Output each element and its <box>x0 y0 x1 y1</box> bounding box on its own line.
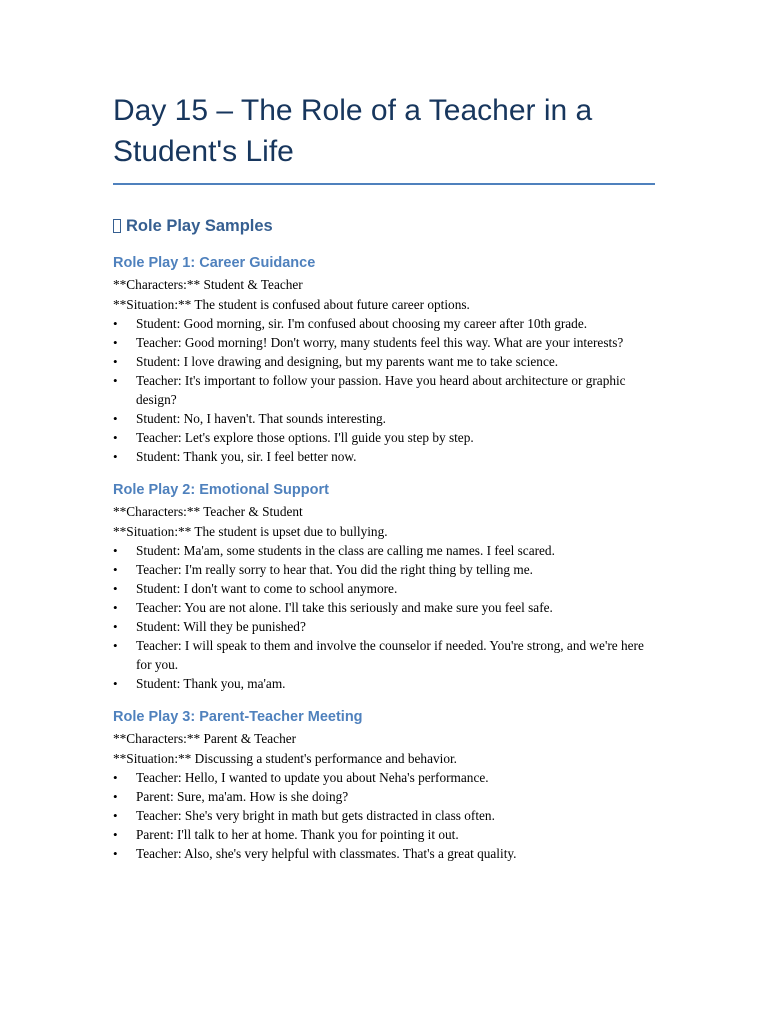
dialogue-text: Teacher: I will speak to them and involve the counselor if needed. You're strong, and we're here for you. <box>136 638 644 672</box>
bullet-icon: • <box>113 316 118 331</box>
role-play-1-characters: **Characters:** Student & Teacher <box>113 277 303 292</box>
bullet-icon: • <box>113 789 118 804</box>
section-heading <box>113 215 655 237</box>
dialogue-text: Teacher: Let's explore those options. I'll guide you step by step. <box>136 430 474 445</box>
dialogue-line <box>113 636 655 674</box>
dialogue-text: Teacher: I'm really sorry to hear that. You did the right thing by telling me. <box>136 562 533 577</box>
dialogue-text: Student: Good morning, sir. I'm confused about choosing my career after 10th grade. <box>136 316 588 331</box>
document-page <box>113 90 655 863</box>
dialogue-text: Teacher: You are not alone. I'll take this seriously and make sure you feel safe. <box>136 600 553 615</box>
dialogue-line <box>113 598 655 617</box>
dialogue-text: Parent: Sure, ma'am. How is she doing? <box>136 789 349 804</box>
dialogue-text: Teacher: Also, she's very helpful with classmates. That's a great quality. <box>136 846 517 861</box>
bullet-icon: • <box>113 676 118 691</box>
dialogue-text: Teacher: It's important to follow your passion. Have you heard about architecture or graphic design? <box>136 373 626 407</box>
dialogue-text: Student: Ma'am, some students in the class are calling me names. I feel scared. <box>136 543 555 558</box>
role-play-3-heading: Role Play 3: Parent-Teacher Meeting <box>113 709 363 725</box>
dialogue-line <box>113 352 655 371</box>
dialogue-line <box>113 560 655 579</box>
role-play-3-characters: **Characters:** Parent & Teacher <box>113 731 297 746</box>
dialogue-text: Student: Thank you, sir. I feel better now. <box>136 449 357 464</box>
dialogue-text: Student: I don't want to come to school anymore. <box>136 581 398 596</box>
dialogue-line <box>113 541 655 560</box>
page-title: Day 15 – The Role of a Teacher in a Student's Life <box>113 94 593 168</box>
bullet-icon: • <box>113 373 118 388</box>
role-play-2-situation: **Situation:** The student is upset due to bullying. <box>113 523 388 539</box>
bullet-icon: • <box>113 619 118 634</box>
bullet-icon: • <box>113 411 118 426</box>
dialogue-text: Student: No, I haven't. That sounds interesting. <box>136 411 386 426</box>
bullet-icon: • <box>113 846 118 861</box>
dialogue-text: Parent: I'll talk to her at home. Thank you for pointing it out. <box>136 827 459 842</box>
bullet-icon: • <box>113 600 118 615</box>
dialogue-text: Student: Will they be punished? <box>136 619 306 634</box>
dialogue-text: Teacher: Good morning! Don't worry, many students feel this way. What are your interests? <box>136 335 624 350</box>
dialogue-line <box>113 314 655 333</box>
bullet-icon: • <box>113 638 118 653</box>
role-play-2-meta <box>113 502 655 541</box>
bullet-icon: • <box>113 827 118 842</box>
dialogue-line <box>113 825 655 844</box>
role-play-2-dialogue <box>113 541 655 693</box>
dialogue-line <box>113 333 655 352</box>
role-play-3-meta <box>113 729 655 768</box>
dialogue-text: Teacher: She's very bright in math but gets distracted in class often. <box>136 808 495 823</box>
bullet-icon: • <box>113 770 118 785</box>
dialogue-line <box>113 447 655 466</box>
dialogue-line <box>113 579 655 598</box>
dialogue-line <box>113 371 655 409</box>
missing-glyph-icon <box>113 219 121 233</box>
dialogue-text: Teacher: Hello, I wanted to update you about Neha's performance. <box>136 770 489 785</box>
dialogue-text: Student: Thank you, ma'am. <box>136 676 286 691</box>
dialogue-line <box>113 674 655 693</box>
role-play-3-dialogue <box>113 768 655 863</box>
dialogue-text: Student: I love drawing and designing, but my parents want me to take science. <box>136 354 559 369</box>
dialogue-line <box>113 768 655 787</box>
dialogue-line <box>113 806 655 825</box>
dialogue-line <box>113 787 655 806</box>
bullet-icon: • <box>113 354 118 369</box>
section-heading-text: Role Play Samples <box>126 217 273 235</box>
role-play-1-dialogue <box>113 314 655 466</box>
bullet-icon: • <box>113 562 118 577</box>
dialogue-line <box>113 617 655 636</box>
bullet-icon: • <box>113 808 118 823</box>
title-underline <box>113 183 655 185</box>
bullet-icon: • <box>113 449 118 464</box>
role-play-1-situation: **Situation:** The student is confused about future career options. <box>113 296 470 312</box>
dialogue-line <box>113 409 655 428</box>
dialogue-line <box>113 428 655 447</box>
bullet-icon: • <box>113 581 118 596</box>
bullet-icon: • <box>113 430 118 445</box>
role-play-1-meta <box>113 275 655 314</box>
bullet-icon: • <box>113 335 118 350</box>
role-play-2-characters: **Characters:** Teacher & Student <box>113 504 303 519</box>
bullet-icon: • <box>113 543 118 558</box>
role-play-2-heading: Role Play 2: Emotional Support <box>113 482 329 498</box>
role-play-3-situation: **Situation:** Discussing a student's performance and behavior. <box>113 750 457 766</box>
dialogue-line <box>113 844 655 863</box>
role-play-1-heading: Role Play 1: Career Guidance <box>113 255 316 271</box>
